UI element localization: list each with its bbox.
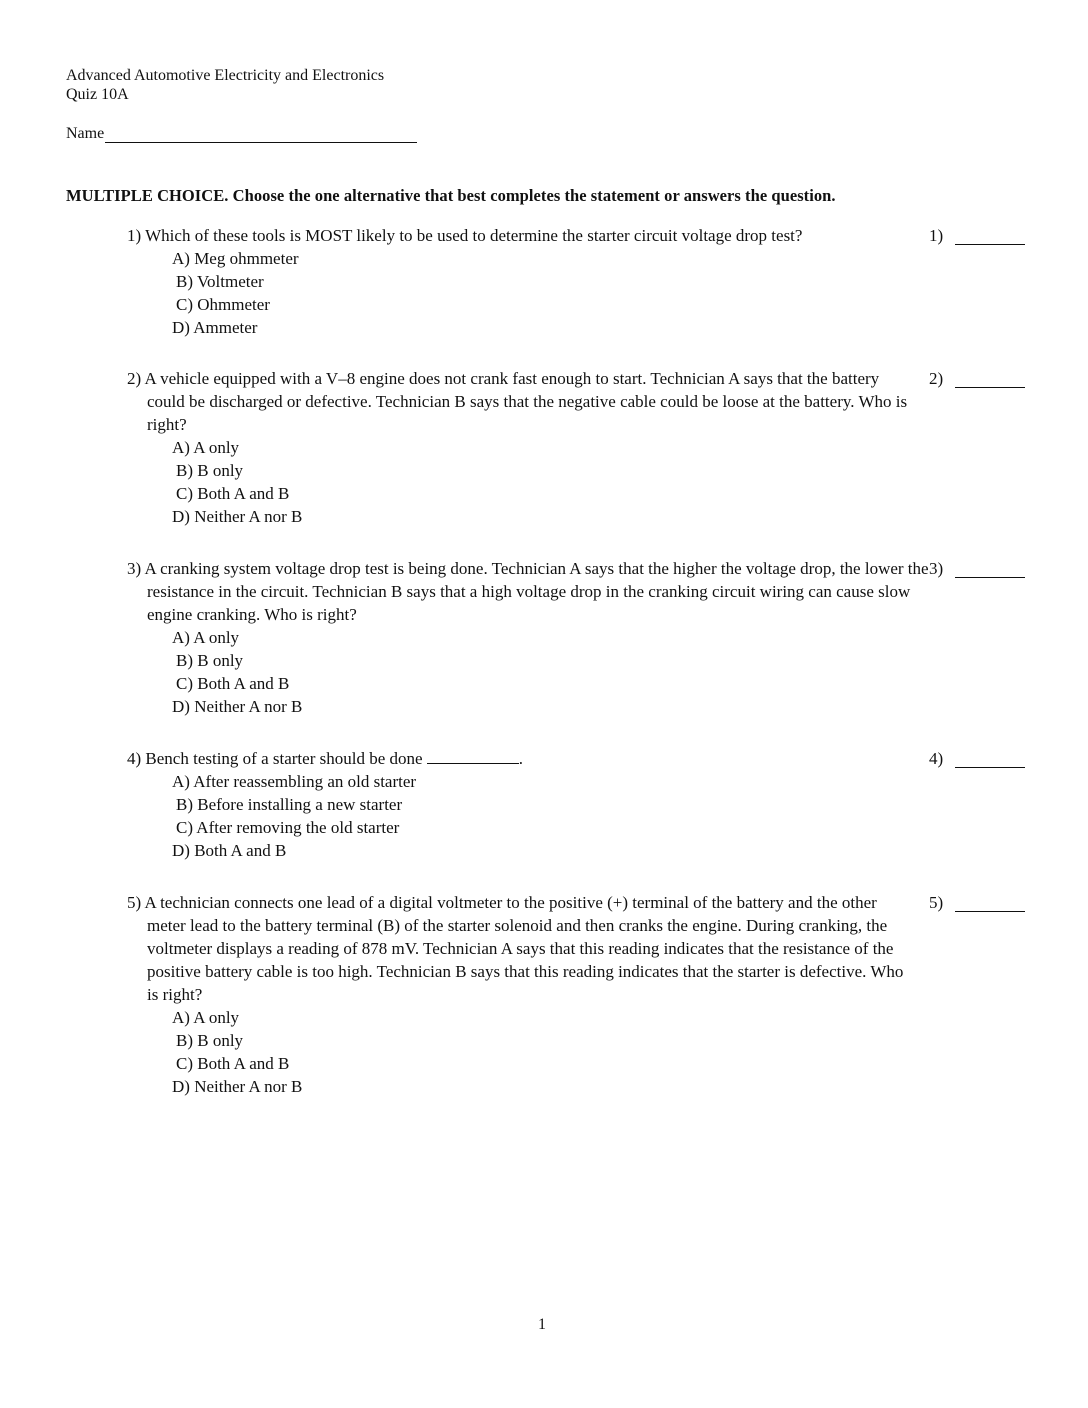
choice-c[interactable]: C) Both A and B [176,1054,290,1073]
answer-number: 1) [929,226,944,245]
choice-b[interactable]: B) B only [176,461,244,480]
choice-list [172,1006,1087,1098]
answer-blank[interactable] [955,224,1025,245]
answer-blank[interactable] [955,747,1025,768]
choice-list [172,626,1087,718]
choice-list [172,770,1087,862]
question-text: 5) A technician connects one lead of a digital voltmeter to the positive (+) terminal of the battery and the other meter lead to the battery terminal (B) of the starter solenoid and then cranks the engine. During cranking, the voltmeter displays a reading of 878 mV. Technician A says that this reading indicates that the resistance of the positive battery cable is too high. Technician B says that this reading indicates that the starter is defective. Who is right? [127,893,904,1004]
answer-blank[interactable] [955,891,1025,912]
choice-a[interactable]: A) A only [172,628,240,647]
question-text: 2) A vehicle equipped with a V–8 engine does not crank fast enough to start. Technician A says that the battery could be discharged or defective. Technician B says that the negative cable could be loose at the battery. Who is right? [127,369,908,434]
answer-number: 3) [929,559,944,578]
course-title: Advanced Automotive Electricity and Electronics [66,67,385,84]
instructions: MULTIPLE CHOICE. Choose the one alternative that best completes the statement or answers the question. [66,186,836,205]
name-field[interactable] [105,125,417,143]
choice-d[interactable]: D) Neither A nor B [172,1077,303,1096]
question-text: 4) Bench testing of a starter should be done . [127,749,524,768]
choice-c[interactable]: C) Both A and B [176,674,290,693]
choice-b[interactable]: B) Before installing a new starter [176,795,403,814]
choice-d[interactable]: D) Ammeter [172,318,258,337]
choice-d[interactable]: D) Neither A nor B [172,697,303,716]
quiz-header [66,66,384,104]
choice-a[interactable]: A) A only [172,438,240,457]
answer-blank[interactable] [955,367,1025,388]
question-2 [127,367,1087,528]
choice-c[interactable]: C) Both A and B [176,484,290,503]
quiz-title: Quiz 10A [66,86,129,103]
question-4 [127,747,1087,862]
choice-b[interactable]: B) Voltmeter [176,272,264,291]
question-text: 3) A cranking system voltage drop test is being done. Technician A says that the higher the voltage drop, the lower the resistance in the circuit. Technician B says that a high voltage drop in the cranking circuit wiring can cause slow engine cranking. Who is right? [127,559,929,624]
question-3 [127,557,1087,718]
name-label: Name [66,125,105,142]
choice-d[interactable]: D) Neither A nor B [172,507,303,526]
question-5 [127,891,1087,1098]
answer-blank[interactable] [955,557,1025,578]
choice-b[interactable]: B) B only [176,651,244,670]
choice-a[interactable]: A) A only [172,1008,240,1027]
name-row [66,125,417,143]
page-number: 1 [538,1316,546,1333]
choice-d[interactable]: D) Both A and B [172,841,287,860]
answer-number: 2) [929,369,944,388]
choice-a[interactable]: A) After reassembling an old starter [172,772,417,791]
question-text: 1) Which of these tools is MOST likely to be used to determine the starter circuit voltage drop test? [127,226,803,245]
choice-b[interactable]: B) B only [176,1031,244,1050]
answer-number: 4) [929,749,944,768]
choice-c[interactable]: C) Ohmmeter [176,295,270,314]
choice-a[interactable]: A) Meg ohmmeter [172,249,299,268]
question-1 [127,224,1087,339]
choice-c[interactable]: C) After removing the old starter [176,818,400,837]
choice-list [172,247,1087,339]
choice-list [172,436,1087,528]
answer-number: 5) [929,893,944,912]
fill-in-blank [427,747,519,764]
